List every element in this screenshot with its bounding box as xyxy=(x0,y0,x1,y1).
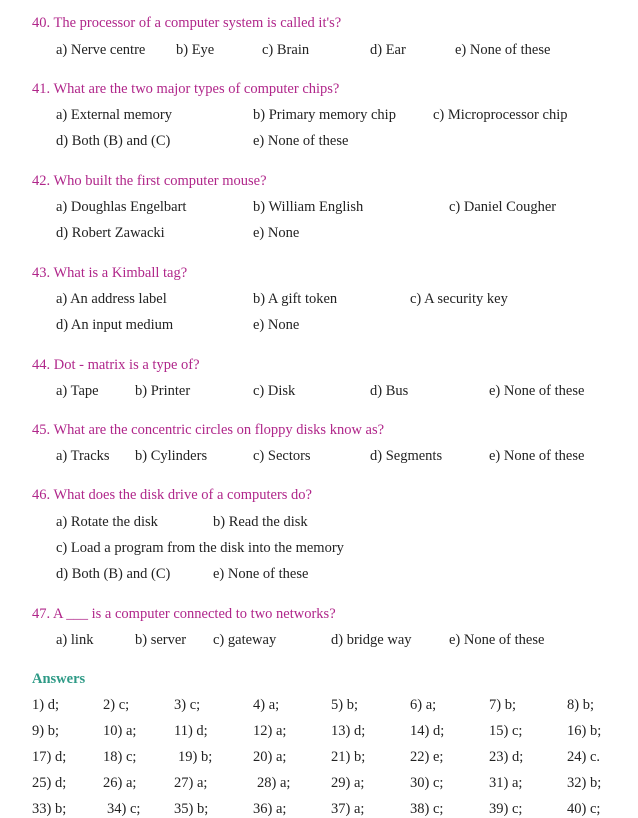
option-41-b: b) Primary memory chip xyxy=(253,107,396,123)
answer-item: 33) b; xyxy=(32,801,67,817)
question-43: 43. What is a Kimball tag? xyxy=(32,265,188,281)
answer-item: 35) b; xyxy=(174,801,209,817)
option-45-c: c) Sectors xyxy=(253,448,311,464)
answer-item: 19) b; xyxy=(178,749,213,765)
answer-item: 2) c; xyxy=(103,697,130,713)
answer-item: 37) a; xyxy=(331,801,365,817)
answer-item: 20) a; xyxy=(253,749,287,765)
option-40-a: a) Nerve centre xyxy=(56,42,146,58)
option-40-e: e) None of these xyxy=(455,42,551,58)
option-41-d: d) Both (B) and (C) xyxy=(56,133,171,149)
answer-item: 23) d; xyxy=(489,749,524,765)
answer-item: 25) d; xyxy=(32,775,67,791)
option-47-a: a) link xyxy=(56,632,94,648)
option-43-e: e) None xyxy=(253,317,300,333)
option-45-e: e) None of these xyxy=(489,448,585,464)
option-44-d: d) Bus xyxy=(370,383,409,399)
option-45-a: a) Tracks xyxy=(56,448,110,464)
option-41-c: c) Microprocessor chip xyxy=(433,107,568,123)
answer-item: 27) a; xyxy=(174,775,208,791)
answer-item: 28) a; xyxy=(257,775,291,791)
option-42-d: d) Robert Zawacki xyxy=(56,225,165,241)
answer-item: 11) d; xyxy=(174,723,208,739)
question-44: 44. Dot - matrix is a type of? xyxy=(32,357,200,373)
option-45-d: d) Segments xyxy=(370,448,443,464)
option-42-c: c) Daniel Cougher xyxy=(449,199,557,215)
answer-item: 32) b; xyxy=(567,775,602,791)
answer-item: 22) e; xyxy=(410,749,444,765)
answer-item: 8) b; xyxy=(567,697,594,713)
answer-item: 21) b; xyxy=(331,749,366,765)
question-47: 47. A ___ is a computer connected to two networks? xyxy=(32,606,336,622)
option-47-d: d) bridge way xyxy=(331,632,412,648)
answer-item: 16) b; xyxy=(567,723,602,739)
option-44-a: a) Tape xyxy=(56,383,99,399)
answers-heading: Answers xyxy=(32,671,86,687)
answer-item: 1) d; xyxy=(32,697,59,713)
option-44-b: b) Printer xyxy=(135,383,191,399)
option-46-c: c) Load a program from the disk into the memory xyxy=(56,540,344,556)
answer-item: 17) d; xyxy=(32,749,67,765)
option-46-d: d) Both (B) and (C) xyxy=(56,566,171,582)
answer-item: 13) d; xyxy=(331,723,366,739)
option-41-e: e) None of these xyxy=(253,133,349,149)
question-45: 45. What are the concentric circles on floppy disks know as? xyxy=(32,422,385,438)
option-43-d: d) An input medium xyxy=(56,317,174,333)
option-42-b: b) William English xyxy=(253,199,364,215)
answer-item: 34) c; xyxy=(107,801,141,817)
question-42: 42. Who built the first computer mouse? xyxy=(32,173,267,189)
option-47-e: e) None of these xyxy=(449,632,545,648)
answer-item: 26) a; xyxy=(103,775,137,791)
option-40-c: c) Brain xyxy=(262,42,310,58)
answer-item: 3) c; xyxy=(174,697,201,713)
option-43-a: a) An address label xyxy=(56,291,167,307)
answer-item: 29) a; xyxy=(331,775,365,791)
question-40: 40. The processor of a computer system is called it's? xyxy=(32,15,342,31)
option-42-a: a) Doughlas Engelbart xyxy=(56,199,187,215)
answer-item: 40) c; xyxy=(567,801,601,817)
option-47-b: b) server xyxy=(135,632,187,648)
option-42-e: e) None xyxy=(253,225,300,241)
option-43-b: b) A gift token xyxy=(253,291,338,307)
option-44-c: c) Disk xyxy=(253,383,296,399)
question-46: 46. What does the disk drive of a computers do? xyxy=(32,487,312,503)
option-45-b: b) Cylinders xyxy=(135,448,208,464)
option-41-a: a) External memory xyxy=(56,107,172,123)
answer-item: 15) c; xyxy=(489,723,523,739)
answer-item: 18) c; xyxy=(103,749,137,765)
option-44-e: e) None of these xyxy=(489,383,585,399)
option-46-a: a) Rotate the disk xyxy=(56,514,158,530)
option-46-b: b) Read the disk xyxy=(213,514,308,530)
question-41: 41. What are the two major types of computer chips? xyxy=(32,81,340,97)
answer-item: 10) a; xyxy=(103,723,137,739)
answer-item: 38) c; xyxy=(410,801,444,817)
answer-item: 4) a; xyxy=(253,697,280,713)
answer-item: 30) c; xyxy=(410,775,444,791)
answer-item: 5) b; xyxy=(331,697,358,713)
answer-item: 14) d; xyxy=(410,723,445,739)
option-40-d: d) Ear xyxy=(370,42,406,58)
option-46-e: e) None of these xyxy=(213,566,309,582)
answer-item: 39) c; xyxy=(489,801,523,817)
answer-item: 12) a; xyxy=(253,723,287,739)
option-47-c: c) gateway xyxy=(213,632,277,648)
answer-item: 31) a; xyxy=(489,775,523,791)
option-40-b: b) Eye xyxy=(176,42,215,58)
answer-item: 9) b; xyxy=(32,723,59,739)
option-43-c: c) A security key xyxy=(410,291,508,307)
answer-item: 6) a; xyxy=(410,697,437,713)
answer-item: 7) b; xyxy=(489,697,516,713)
answer-item: 36) a; xyxy=(253,801,287,817)
answer-item: 24) c. xyxy=(567,749,601,765)
